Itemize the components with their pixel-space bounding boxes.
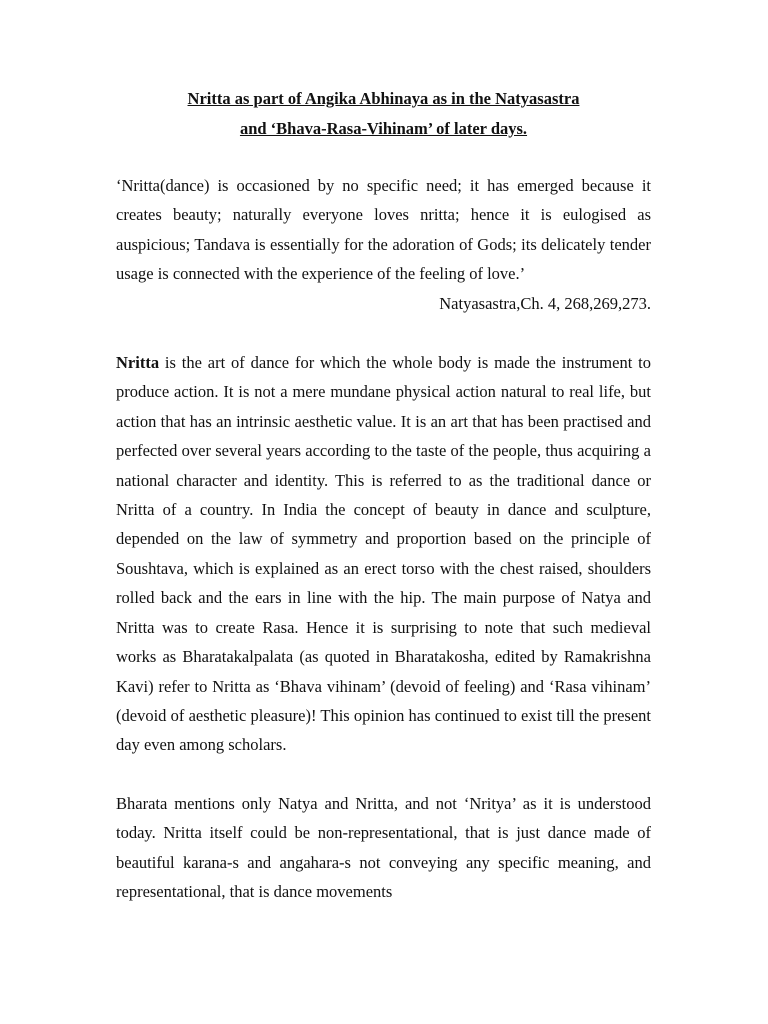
document-page: [116, 84, 651, 906]
quote-paragraph: ‘Nritta(dance) is occasioned by no specific need; it has emerged because it creates beauty; naturally everyone loves nritta; hence it is eulogised as auspicious; Tandava is essentially for the adoration of Gods; its delicately tender usage is connected with the experience of the feeling of love.’: [116, 176, 651, 284]
bharata-paragraph: Bharata mentions only Natya and Nritta, and not ‘Nritya’ as it is understood today. Nritta itself could be non-representational, that is just dance made of beautiful karana-s and angahara-s not conveying any specific meaning, and representational, that is dance movements: [116, 793, 651, 901]
document-title-line-1: Nritta as part of Angika Abhinaya as in the Natyasastra: [187, 89, 580, 108]
nritta-lead-term: Nritta: [116, 353, 160, 373]
nritta-paragraph-body: is the art of dance for which the whole body is made the instrument to produce action. It is not a mere mundane physical action natural to real life, but action that has an intrinsic aesthetic value. It is an art that has been practised and perfected over several years according to the taste of the people, thus acquiring a national character and identity. This is referred to as the traditional dance or Nritta of a country. In India the concept of beauty in dance and sculpture, depended on the law of symmetry and proportion based on the principle of Soushtava, which is explained as an erect torso with the chest raised, shoulders rolled back and the ears in line with the hip. The main purpose of Natya and Nritta was to create Rasa. Hence it is surprising to note that such medieval works as Bharatakalpalata (as quoted in Bharatakosha, edited by Ramakrishna Kavi) refer to Nritta as ‘Bhava vihinam’ (devoid of feeling) and ‘Rasa vihinam’ (devoid of aesthetic pleasure)! This opinion has continued to exist till the present day even among scholars.: [116, 353, 651, 755]
document-title-line-2: and ‘Bhava-Rasa-Vihinam’ of later days.: [239, 118, 528, 138]
nritta-paragraph: [116, 348, 651, 760]
quote-citation: Natyasastra,Ch. 4, 268,269,273.: [439, 293, 651, 313]
